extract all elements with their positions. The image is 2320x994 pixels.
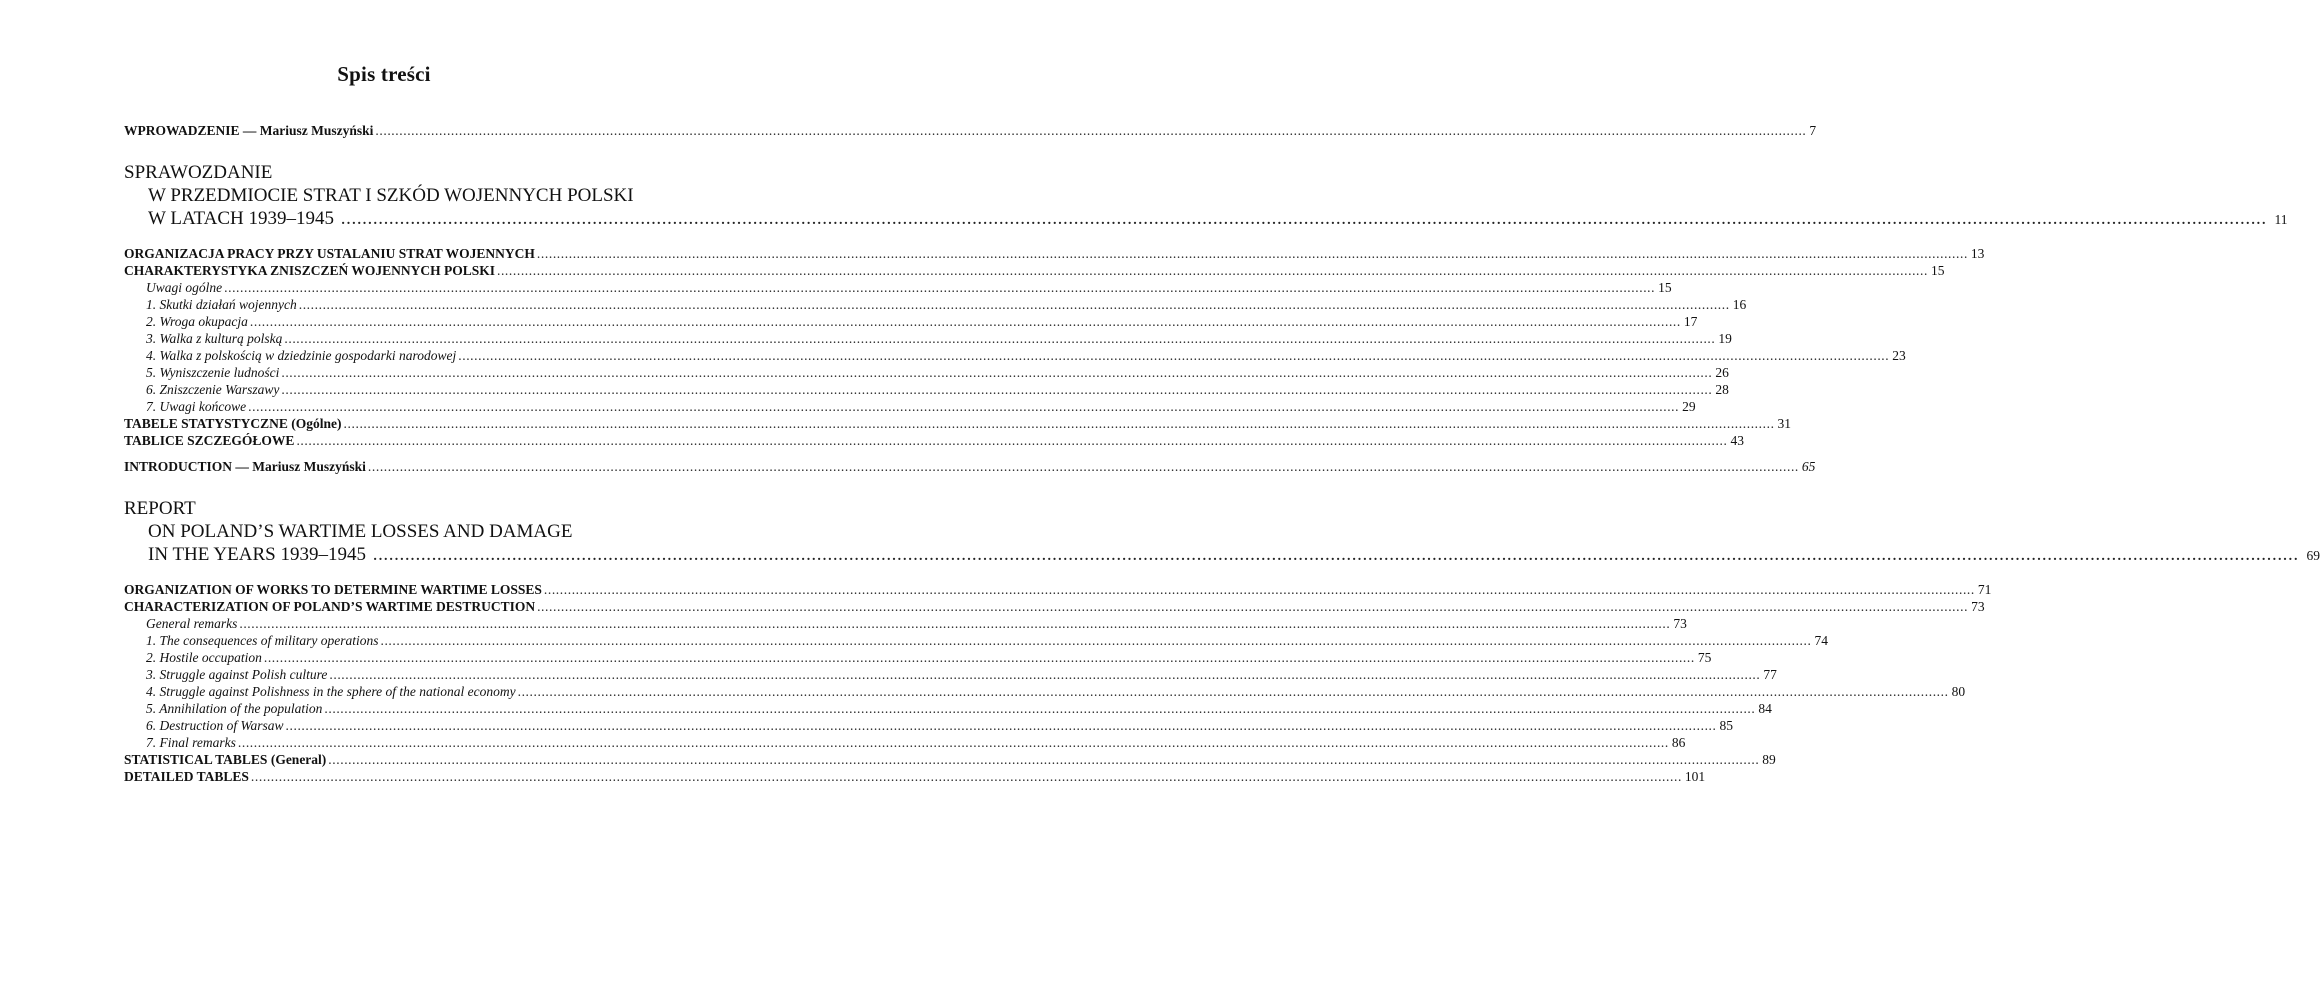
dot-leader: [497, 262, 1928, 279]
dot-leader: [238, 734, 1669, 751]
dot-leader: [375, 122, 1806, 139]
toc-main-heading[interactable]: [124, 161, 2288, 231]
toc-entry-intro[interactable]: [124, 458, 1816, 475]
toc-entry-page: 74: [1814, 633, 1828, 648]
dot-leader: [329, 666, 1760, 683]
toc-entry-label: STATISTICAL TABLES (General): [124, 752, 327, 767]
toc-entry-label: 1. Skutki działań wojennych: [146, 297, 297, 312]
dot-leader: [537, 598, 1968, 615]
heading-line-3-row: [124, 207, 2288, 231]
toc-entry-page: 13: [1970, 246, 1985, 261]
toc-subentry[interactable]: [124, 649, 1712, 666]
toc-entry-page: 15: [1930, 263, 1945, 278]
toc-entry-label: 3. Struggle against Polish culture: [146, 667, 328, 682]
toc-entry-page: 43: [1730, 433, 1744, 448]
dot-leader: [296, 432, 1727, 449]
toc-entry-page: 86: [1671, 735, 1686, 750]
dot-leader: [328, 751, 1759, 768]
page-title: Spis treści: [337, 62, 431, 86]
dot-leader: [344, 415, 1775, 432]
toc-subentry[interactable]: [124, 381, 1729, 398]
toc-entry[interactable]: [124, 598, 1985, 615]
toc-entry[interactable]: [124, 768, 1706, 785]
heading-line-2: W PRZEDMIOCIE STRAT I SZKÓD WOJENNYCH POLSKI: [148, 185, 634, 206]
heading-line-3: IN THE YEARS 1939–1945: [148, 544, 366, 565]
dot-leader: [250, 313, 1681, 330]
toc-entry-page: 89: [1762, 752, 1776, 767]
toc-subentry[interactable]: [124, 279, 1672, 296]
dot-leader: [518, 683, 1949, 700]
toc-entry-page: 17: [1683, 314, 1698, 329]
toc-entry-page: 73: [1673, 616, 1687, 631]
toc-entry-label: ORGANIZACJA PRACY PRZY USTALANIU STRAT WOJENNYCH: [124, 246, 535, 261]
toc-entry-page: 28: [1715, 382, 1729, 397]
toc-entry-page: 85: [1719, 718, 1734, 733]
toc-entry-page: 31: [1777, 416, 1792, 431]
toc-entry-label: DETAILED TABLES: [124, 769, 249, 784]
toc-entry-page: 73: [1971, 599, 1985, 614]
toc-entry-label: TABELE STATYSTYCZNE (Ogólne): [124, 416, 342, 431]
toc-entry-label: 5. Wyniszczenie ludności: [146, 365, 280, 380]
toc-entry[interactable]: [124, 751, 1776, 768]
toc-entry-page: 19: [1718, 331, 1732, 346]
dot-leader: [458, 347, 1889, 364]
toc-entry-page: 80: [1951, 684, 1966, 699]
toc-entry[interactable]: [124, 432, 1744, 449]
dot-leader: [281, 381, 1712, 398]
toc-section-list: [124, 581, 1992, 785]
toc-entry-page: 101: [1684, 769, 1706, 784]
dot-leader: [373, 544, 2299, 565]
toc-entry-page: 7: [1809, 123, 1817, 138]
heading-line-3-row: [124, 543, 2320, 567]
toc-entry-label: WPROWADZENIE — Mariusz Muszyński: [124, 123, 374, 138]
toc-entry-label: 4. Struggle against Polishness in the sphere of the national economy: [146, 684, 516, 699]
toc-subentry[interactable]: [124, 666, 1777, 683]
toc-subentry[interactable]: [124, 734, 1686, 751]
dot-leader: [324, 700, 1755, 717]
toc-polish: [124, 122, 2288, 449]
toc-entry[interactable]: [124, 262, 1945, 279]
toc-entry-label: INTRODUCTION — Mariusz Muszyński: [124, 459, 366, 474]
toc-subentry[interactable]: [124, 330, 1732, 347]
toc-entry-page: 69: [2306, 548, 2320, 563]
toc-subentry[interactable]: [124, 347, 1906, 364]
toc-entry-label: 6. Zniszczenie Warszawy: [146, 382, 280, 397]
dot-leader: [251, 768, 1682, 785]
dot-leader: [264, 649, 1695, 666]
toc-subentry[interactable]: [124, 717, 1734, 734]
toc-entry-page: 11: [2274, 212, 2288, 227]
toc-entry-page: 65: [1801, 459, 1816, 474]
toc-entry-label: CHARAKTERYSTYKA ZNISZCZEŃ WOJENNYCH POLSKI: [124, 263, 495, 278]
toc-subentry[interactable]: [124, 313, 1698, 330]
toc-subentry[interactable]: [124, 700, 1772, 717]
dot-leader: [537, 245, 1968, 262]
toc-entry-label: CHARACTERIZATION OF POLAND’S WARTIME DESTRUCTION: [124, 599, 536, 614]
toc-entry-label: 4. Walka z polskością w dziedzinie gospodarki narodowej: [146, 348, 457, 363]
dot-leader: [368, 458, 1799, 475]
toc-entry-page: 77: [1763, 667, 1777, 682]
toc-entry-intro[interactable]: [124, 122, 1817, 139]
toc-subentry[interactable]: [124, 683, 1966, 700]
toc-entry-label: 7. Uwagi końcowe: [146, 399, 247, 414]
heading-line-1: REPORT: [124, 498, 196, 519]
dot-leader: [224, 279, 1655, 296]
toc-entry-page: 26: [1715, 365, 1729, 380]
toc-entry-label: 1. The consequences of military operations: [146, 633, 379, 648]
toc-entry-page: 75: [1697, 650, 1712, 665]
toc-subentry[interactable]: [124, 398, 1696, 415]
dot-leader: [544, 581, 1975, 598]
toc-entry-page: 23: [1892, 348, 1906, 363]
toc-subentry[interactable]: [124, 364, 1729, 381]
toc-entry-label: TABLICE SZCZEGÓŁOWE: [124, 433, 295, 448]
toc-entry-label: 2. Wroga okupacja: [146, 314, 248, 329]
heading-line-2: ON POLAND’S WARTIME LOSSES AND DAMAGE: [148, 521, 573, 542]
toc-subentry[interactable]: [124, 615, 1687, 632]
dot-leader: [299, 296, 1730, 313]
toc-section-list: [124, 245, 1985, 449]
dot-leader: [284, 330, 1715, 347]
heading-line-3: W LATACH 1939–1945: [148, 208, 335, 229]
dot-leader: [380, 632, 1811, 649]
dot-leader: [281, 364, 1712, 381]
toc-entry-page: 16: [1732, 297, 1747, 312]
toc-entry-page: 71: [1977, 582, 1992, 597]
dot-leader: [248, 398, 1679, 415]
toc-entry-page: 84: [1758, 701, 1772, 716]
toc-entry-label: General remarks: [146, 616, 238, 631]
heading-line-1: SPRAWOZDANIE: [124, 162, 273, 183]
toc-entry-label: 2. Hostile occupation: [146, 650, 262, 665]
toc-subentry[interactable]: [124, 296, 1747, 313]
toc-entry[interactable]: [124, 415, 1792, 432]
dot-leader: [239, 615, 1670, 632]
toc-main-heading[interactable]: [124, 497, 2320, 567]
toc-entry[interactable]: [124, 245, 1985, 262]
dot-leader: [286, 717, 1717, 734]
toc-entry-label: ORGANIZATION OF WORKS TO DETERMINE WARTIME LOSSES: [124, 582, 542, 597]
toc-entry-label: 6. Destruction of Warsaw: [146, 718, 284, 733]
toc-entry[interactable]: [124, 581, 1992, 598]
toc-entry-label: Uwagi ogólne: [146, 280, 223, 295]
toc-entry-label: 3. Walka z kulturą polską: [146, 331, 283, 346]
toc-entry-label: 7. Final remarks: [146, 735, 236, 750]
toc-entry-page: 15: [1658, 280, 1672, 295]
toc-entry-label: 5. Annihilation of the population: [146, 701, 323, 716]
toc-subentry[interactable]: [124, 632, 1828, 649]
toc-entry-page: 29: [1682, 399, 1696, 414]
dot-leader: [341, 208, 2267, 229]
toc-english: [124, 458, 2320, 785]
